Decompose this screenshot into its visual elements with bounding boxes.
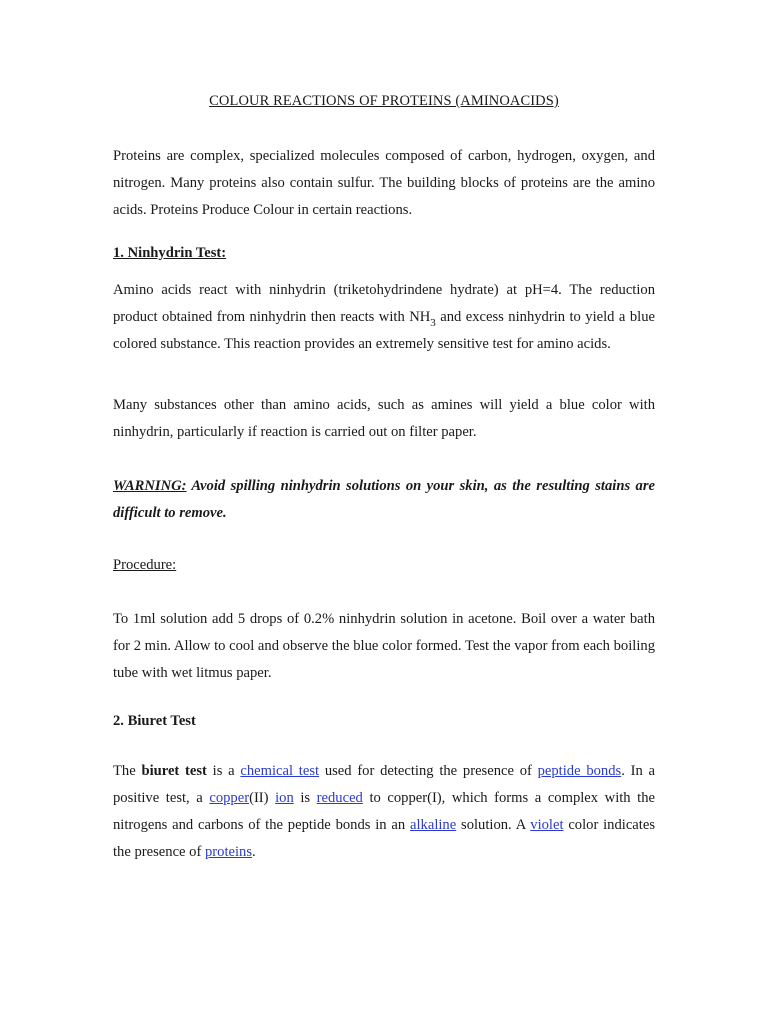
biuret-text: is a — [206, 763, 241, 779]
warning-paragraph — [113, 473, 655, 527]
page-title: COLOUR REACTIONS OF PROTEINS (AMINOACIDS) — [209, 93, 559, 109]
biuret-text: to copper(I), which forms a complex with the nitrogens and carbons of the peptide bonds in an — [113, 790, 656, 833]
biuret-text: is — [293, 790, 317, 806]
ninhydrin-text-a: Amino acids react with ninhydrin (triketohydrindene hydrate) at pH=4. The reduction product obtained from ninhydrin then reacts with NH — [113, 282, 655, 325]
ninhydrin-paragraph-1 — [113, 277, 655, 358]
link-reduced[interactable]: reduced — [316, 790, 363, 806]
biuret-text: . — [252, 844, 256, 860]
biuret-test-term: biuret test — [141, 763, 207, 779]
biuret-text: solution. A — [456, 817, 531, 833]
biuret-text: . In a positive test, a — [113, 763, 655, 806]
biuret-heading: 2. Biuret Test — [113, 713, 196, 729]
link-peptide-bonds[interactable]: peptide bonds — [537, 763, 622, 779]
link-ion[interactable]: ion — [275, 790, 294, 806]
ninhydrin-text-b: and excess ninhydrin to yield a blue colored substance. This reaction provides an extremely sensitive test for amino acids. — [113, 309, 655, 352]
procedure-label: Procedure: — [113, 557, 177, 573]
subscript-3: 3 — [430, 317, 436, 329]
link-violet[interactable]: violet — [530, 817, 564, 833]
warning-label: WARNING: — [113, 478, 187, 494]
link-chemical-test[interactable]: chemical test — [240, 763, 320, 779]
warning-text: Avoid spilling ninhydrin solutions on your skin, as the resulting stains are difficult to remove. — [113, 478, 655, 521]
ninhydrin-paragraph-2: Many substances other than amino acids, such as amines will yield a blue color with ninhydrin, particularly if reaction is carried out on filter paper. — [113, 397, 655, 440]
biuret-paragraph — [113, 758, 655, 866]
link-alkaline[interactable]: alkaline — [410, 817, 457, 833]
procedure-paragraph: To 1ml solution add 5 drops of 0.2% ninhydrin solution in acetone. Boil over a water bath for 2 min. Allow to cool and observe the blue color formed. Test the vapor from each boiling tube with wet litmus paper. — [113, 611, 655, 681]
ninhydrin-heading: 1. Ninhydrin Test: — [113, 245, 227, 261]
biuret-text: used for detecting the presence of — [319, 763, 538, 779]
procedure-heading — [113, 552, 655, 579]
intro-paragraph: Proteins are complex, specialized molecules composed of carbon, hydrogen, oxygen, and nitrogen. Many proteins also contain sulfur. The building blocks of proteins are the amino acids. Proteins Produce Colour in certain reactions. — [113, 148, 655, 218]
link-proteins[interactable]: proteins — [204, 844, 253, 860]
link-copper[interactable]: copper — [209, 790, 250, 806]
biuret-text: (II) — [249, 790, 276, 806]
biuret-text: color indicates the presence of — [113, 817, 655, 860]
biuret-text: The — [113, 763, 142, 779]
